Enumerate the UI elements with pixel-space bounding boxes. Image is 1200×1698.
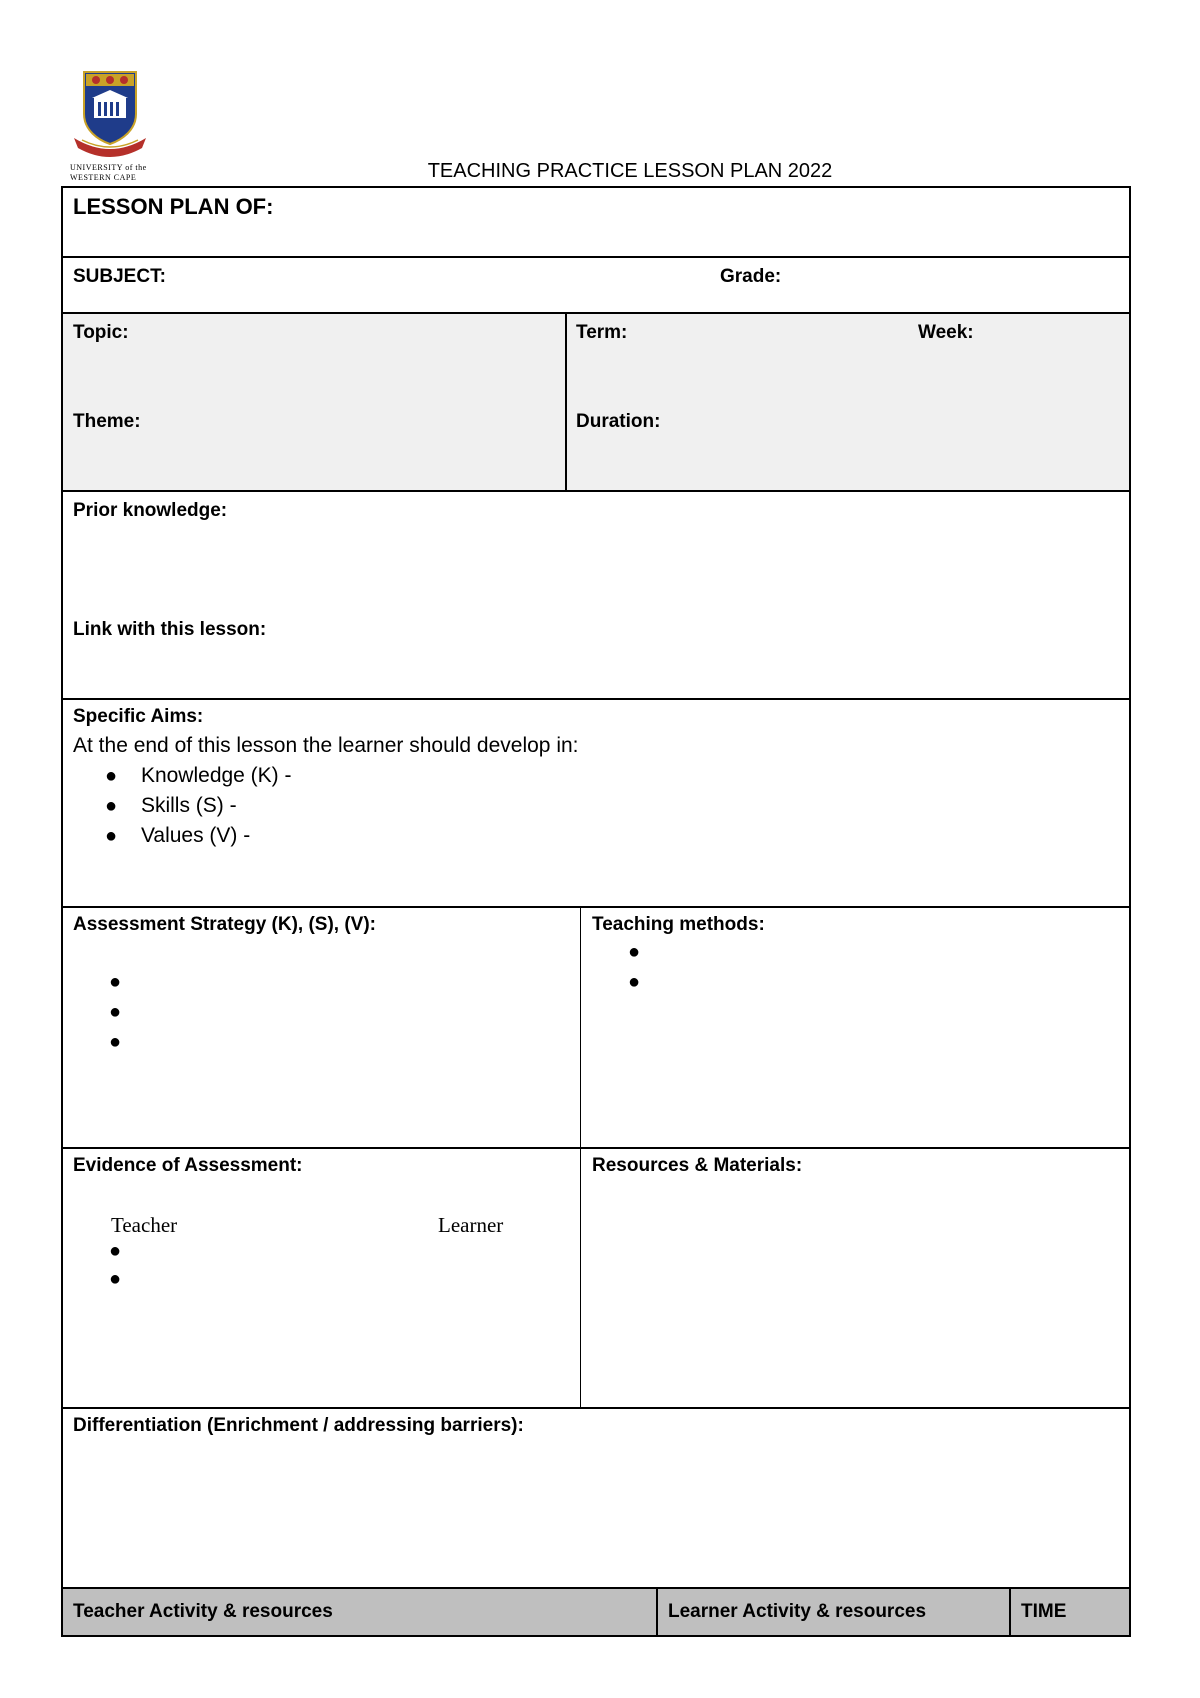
topic-term-row[interactable] — [61, 312, 1131, 492]
bullet-icon: ● — [628, 941, 641, 963]
page-title: TEACHING PRACTICE LESSON PLAN 2022 — [427, 160, 833, 182]
evidence-teacher-label: Teacher — [111, 1213, 178, 1237]
grade-label: Grade: — [720, 266, 782, 287]
crest-icon — [70, 68, 150, 158]
activity-divider-2 — [1009, 1589, 1011, 1635]
lesson-plan-of-row[interactable] — [61, 186, 1131, 258]
time-header: TIME — [1021, 1601, 1067, 1622]
bullet-icon: ● — [109, 971, 122, 993]
differentiation-heading: Differentiation (Enrichment / addressing barriers): — [73, 1415, 524, 1436]
theme-label: Theme: — [73, 411, 141, 432]
learner-activity-header: Learner Activity & resources — [668, 1601, 927, 1622]
logo-text-line1: UNIVERSITY of the — [70, 163, 147, 172]
subject-row[interactable] — [61, 256, 1131, 314]
evidence-divider — [580, 1149, 581, 1407]
link-with-lesson-label: Link with this lesson: — [73, 619, 267, 640]
activity-divider-1 — [656, 1589, 658, 1635]
assessment-divider — [580, 908, 581, 1147]
evidence-row[interactable] — [61, 1147, 1131, 1409]
bullet-icon: ● — [105, 795, 118, 817]
aims-list-item: ● Skills (S) - — [105, 794, 237, 817]
bullet-icon: ● — [109, 1268, 122, 1290]
resources-heading: Resources & Materials: — [592, 1155, 803, 1176]
bullet-icon: ● — [109, 1031, 122, 1053]
prior-knowledge-label: Prior knowledge: — [73, 500, 228, 521]
aims-list-item: ● Knowledge (K) - — [105, 764, 292, 787]
specific-aims-row[interactable] — [61, 698, 1131, 908]
term-label: Term: — [576, 322, 628, 343]
university-logo — [70, 68, 150, 182]
prior-knowledge-row[interactable] — [61, 490, 1131, 700]
differentiation-row[interactable] — [61, 1407, 1131, 1589]
lesson-plan-of-label: LESSON PLAN OF: — [73, 194, 274, 219]
teacher-activity-header: Teacher Activity & resources — [73, 1601, 333, 1622]
assessment-strategy-row[interactable] — [61, 906, 1131, 1149]
bullet-icon: ● — [628, 971, 641, 993]
teaching-methods-heading: Teaching methods: — [592, 914, 765, 935]
subject-label: SUBJECT: — [73, 266, 166, 287]
bullet-icon: ● — [109, 1001, 122, 1023]
aims-list-item: ● Values (V) - — [105, 824, 251, 847]
week-label: Week: — [918, 322, 974, 343]
topic-term-divider — [565, 314, 567, 490]
evidence-heading: Evidence of Assessment: — [73, 1155, 303, 1176]
specific-aims-intro: At the end of this lesson the learner should develop in: — [73, 734, 579, 757]
bullet-icon: ● — [105, 825, 118, 847]
specific-aims-heading: Specific Aims: — [73, 706, 204, 727]
activity-header-row — [61, 1587, 1131, 1637]
assessment-strategy-heading: Assessment Strategy (K), (S), (V): — [73, 914, 377, 935]
bullet-icon: ● — [109, 1240, 122, 1262]
duration-label: Duration: — [576, 411, 661, 432]
bullet-icon: ● — [105, 765, 118, 787]
evidence-learner-label: Learner — [438, 1213, 504, 1237]
logo-text-line2: WESTERN CAPE — [70, 173, 137, 182]
topic-label: Topic: — [73, 322, 129, 343]
